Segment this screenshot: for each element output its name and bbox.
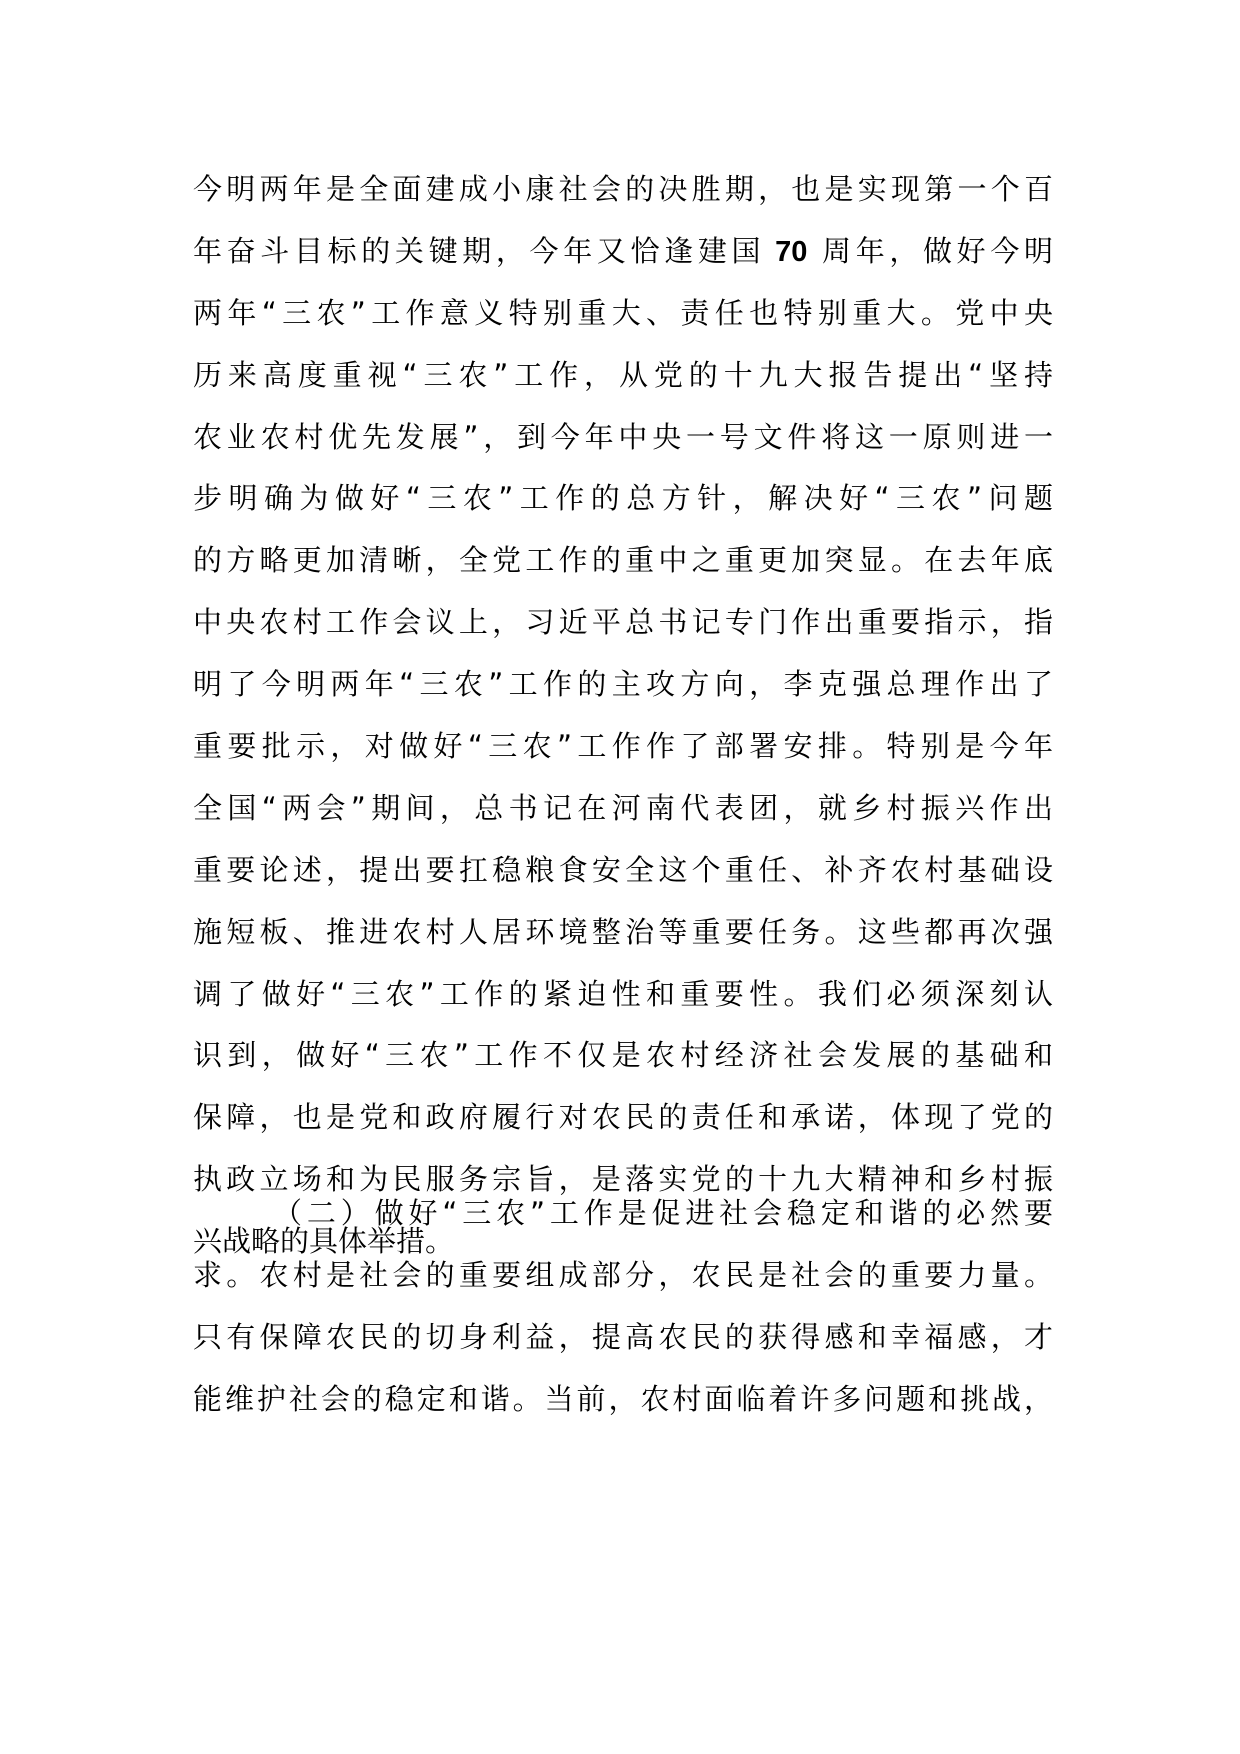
paragraph-line: 明了今明两年“三农”工作的主攻方向，李克强总理作出了 bbox=[193, 667, 1053, 702]
paragraph-line: 重要批示，对做好“三农”工作作了部署安排。特别是今年 bbox=[193, 729, 1053, 764]
paragraph-line: 今明两年是全面建成小康社会的决胜期，也是实现第一个百 bbox=[193, 172, 1053, 206]
paragraph-line: 全国“两会”期间，总书记在河南代表团，就乡村振兴作出 bbox=[193, 790, 1053, 825]
paragraph-line: 调了做好“三农”工作的紧迫性和重要性。我们必须深刻认 bbox=[193, 976, 1053, 1011]
anniversary-number: 70 bbox=[775, 235, 808, 268]
section-heading-line: （二）做好“三农”工作是促进社会稳定和谐的必然要 bbox=[273, 1196, 1053, 1230]
paragraph-line: 步明确为做好“三农”工作的总方针，解决好“三农”问题 bbox=[193, 481, 1053, 516]
paragraph-line: 历来高度重视“三农”工作，从党的十九大报告提出“坚持 bbox=[193, 357, 1053, 392]
paragraph-line: 两年“三农”工作意义特别重大、责任也特别重大。党中央 bbox=[193, 295, 1053, 330]
paragraph-line: 执政立场和为民服务宗旨，是落实党的十九大精神和乡村振 bbox=[193, 1162, 1053, 1197]
paragraph-line: 的方略更加清晰，全党工作的重中之重更加突显。在去年底 bbox=[193, 543, 1053, 578]
paragraph-1 bbox=[193, 159, 1053, 1273]
paragraph-line: 识到，做好“三农”工作不仅是农村经济社会发展的基础和 bbox=[193, 1038, 1053, 1073]
paragraph-line: 能维护社会的稳定和谐。当前，农村面临着许多问题和挑战， bbox=[193, 1381, 1053, 1416]
paragraph-line: 农业农村优先发展”，到今年中央一号文件将这一原则进一 bbox=[193, 419, 1053, 454]
paragraph-2 bbox=[193, 1183, 1053, 1431]
line-text: 周年，做好今明 bbox=[817, 233, 1053, 268]
paragraph-line: 兴战略的具体举措。 bbox=[193, 1224, 455, 1259]
paragraph-line: 求。农村是社会的重要组成部分，农民是社会的重要力量。 bbox=[193, 1257, 1053, 1292]
paragraph-line: 保障，也是党和政府履行对农民的责任和承诺，体现了党的 bbox=[193, 1100, 1053, 1135]
paragraph-line: 重要论述，提出要扛稳粮食安全这个重任、补齐农村基础设 bbox=[193, 852, 1053, 887]
paragraph-line: 只有保障农民的切身利益，提高农民的获得感和幸福感，才 bbox=[193, 1319, 1053, 1354]
paragraph-line bbox=[193, 221, 1053, 283]
line-text: 年奋斗目标的关键期，今年又恰逢建国 bbox=[193, 233, 766, 268]
paragraph-line: 施短板、推进农村人居环境整治等重要任务。这些都再次强 bbox=[193, 914, 1053, 949]
paragraph-line: 中央农村工作会议上，习近平总书记专门作出重要指示，指 bbox=[193, 605, 1053, 640]
